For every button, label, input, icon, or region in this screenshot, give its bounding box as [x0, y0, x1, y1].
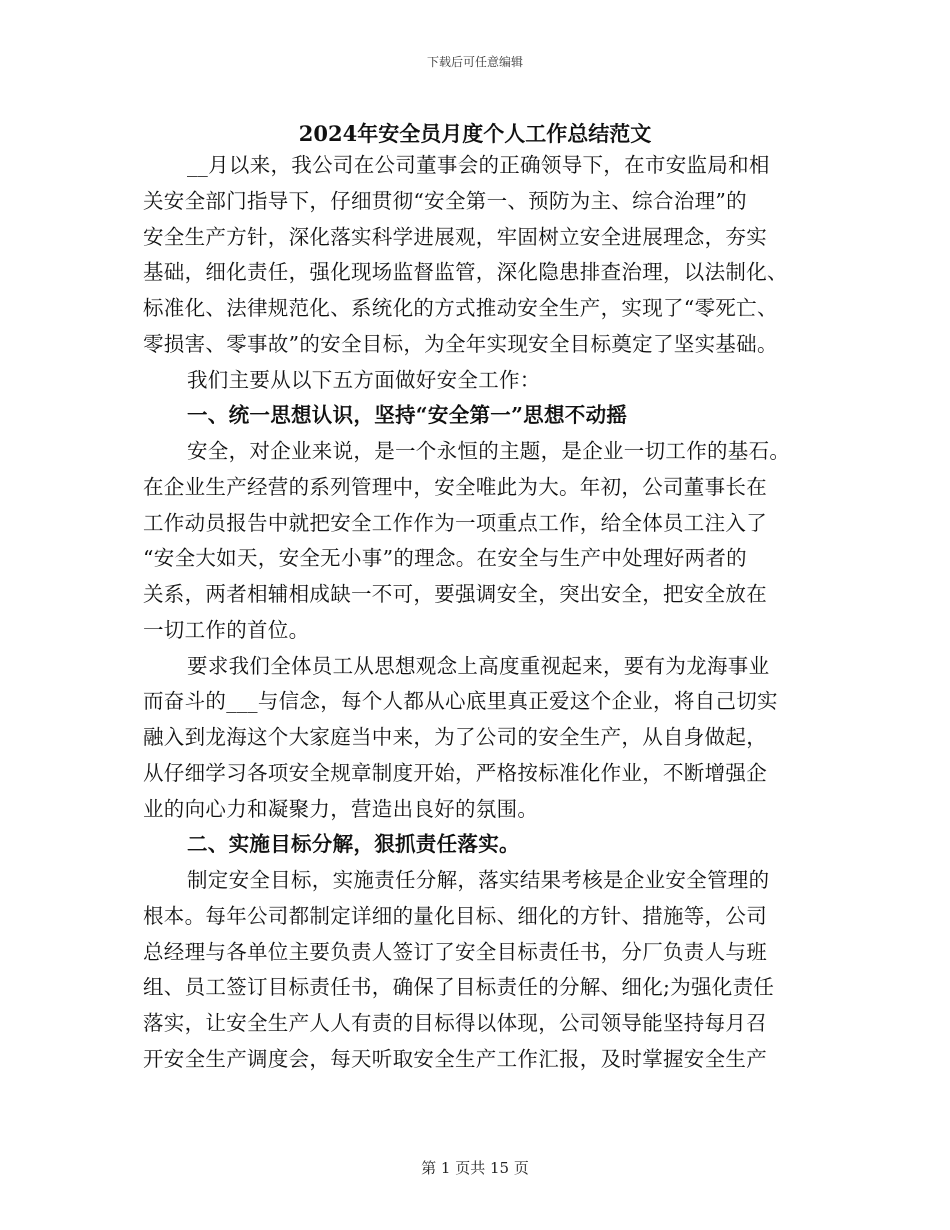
body-text-line: 关安全部门指导下，仔细贯彻“安全第一、预防为主、综合治理”的 — [143, 188, 747, 213]
body-text-line: 根本。每年公司都制定详细的量化目标、细化的方针、措施等，公司 — [143, 903, 767, 928]
body-text-line: 而奋斗的___与信念，每个人都从心底里真正爱这个企业，将自己切实 — [143, 689, 778, 714]
body-text-line: 业的向心力和凝聚力，营造出良好的氛围。 — [143, 796, 539, 821]
body-text-line: 一切工作的首位。 — [143, 617, 310, 642]
body-text-line: 基础，细化责任，强化现场监督监管，深化隐患排查治理，以法制化、 — [143, 260, 788, 285]
header-note: 下载后可任意编辑 — [426, 55, 523, 69]
document-title: 2024年安全员月度个人工作总结范文 — [298, 121, 652, 146]
body-text-line: 安全，对企业来说，是一个永恒的主题，是企业一切工作的基石。 — [187, 439, 791, 463]
body-text-line: 组、员工签订目标责任书，确保了目标责任的分解、细化;为强化责任 — [143, 975, 775, 1000]
body-text-line: 从仔细学习各项安全规章制度开始，严格按标准化作业，不断增强企 — [143, 760, 767, 785]
body-text-line: 开安全生产调度会，每天听取安全生产工作汇报，及时掌握安全生产 — [143, 1046, 767, 1071]
body-text-line: 制定安全目标，实施责任分解，落实结果考核是企业安全管理的 — [187, 868, 770, 892]
body-text-line: 我们主要从以下五方面做好安全工作： — [187, 367, 541, 392]
body-text-line: __月以来，我公司在公司董事会的正确领导下，在市安监局和相 — [187, 153, 770, 177]
body-text-line: 融入到龙海这个大家庭当中来，为了公司的安全生产，从自身做起， — [143, 725, 767, 749]
body-text-line: 工作动员报告中就把安全工作作为一项重点工作，给全体员工注入了 — [143, 510, 767, 535]
page-footer: 第 1 页共 15 页 — [421, 1159, 529, 1177]
body-text-line: 总经理与各单位主要负责人签订了安全目标责任书，分厂负责人与班 — [143, 939, 767, 964]
body-text-line: “安全大如天，安全无小事”的理念。在安全与生产中处理好两者的 — [143, 546, 747, 571]
body-text-line: 要求我们全体员工从思想观念上高度重视起来，要有为龙海事业 — [187, 653, 770, 678]
body-text-line: 零损害、零事故”的安全目标，为全年实现安全目标奠定了坚实基础。 — [143, 331, 778, 356]
body-text-line: 安全生产方针，深化落实科学进展观，牢固树立安全进展理念，夯实 — [143, 224, 767, 249]
body-text-line: 关系，两者相辅相成缺一不可，要强调安全，突出安全，把安全放在 — [143, 582, 767, 606]
section-heading-line: 一、统一思想认识，坚持“安全第一”思想不动摇 — [187, 403, 628, 428]
body-text-line: 落实，让安全生产人人有责的目标得以体现，公司领导能坚持每月召 — [143, 1011, 767, 1035]
document-body — [143, 148, 803, 1078]
body-text-line: 在企业生产经营的系列管理中，安全唯此为大。年初，公司董事长在 — [143, 474, 767, 499]
section-heading-line: 二、实施目标分解，狠抓责任落实。 — [187, 832, 520, 857]
body-text-line: 标准化、法律规范化、系统化的方式推动安全生产，实现了“零死亡、 — [143, 296, 778, 320]
